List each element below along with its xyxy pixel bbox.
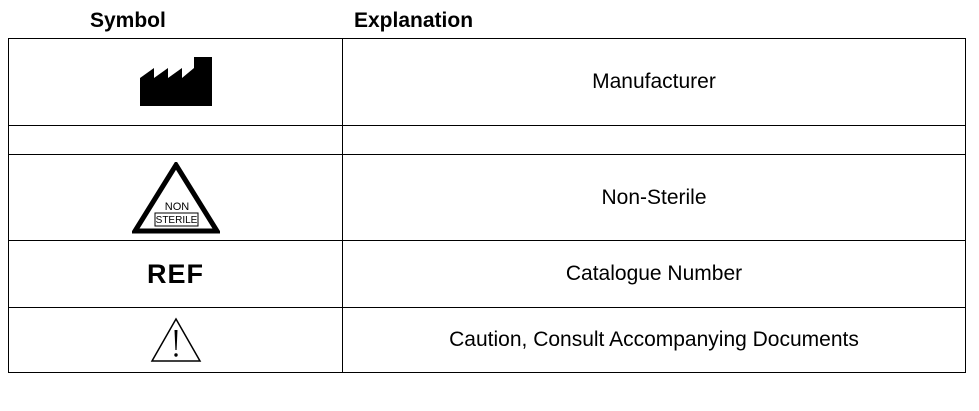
non-sterile-text-line1: NON [164,200,189,213]
non-sterile-text-line2: STERILE [155,214,197,226]
explanation-cell: Caution, Consult Accompanying Documents [343,308,966,373]
symbol-table [8,38,966,373]
symbol-cell [9,155,343,241]
explanation-cell: Manufacturer [343,39,966,126]
explanation-column-header: Explanation [354,9,474,32]
explanation-cell: Non-Sterile [343,155,966,241]
symbol-cell [9,308,343,373]
table-row [9,126,966,155]
symbol-cell [9,39,343,126]
table-row [9,155,966,241]
manufacturer-icon [138,56,214,108]
symbol-cell [9,126,343,155]
table-row [9,241,966,308]
table-header [0,6,979,36]
explanation-cell: Catalogue Number [343,241,966,308]
explanation-cell [343,126,966,155]
table-row [9,308,966,373]
ref-icon: REF [147,258,204,289]
non-sterile-icon [132,162,220,234]
symbol-column-header: Symbol [90,9,166,32]
symbol-cell [9,241,343,308]
caution-icon [150,316,202,364]
table-row [9,39,966,126]
